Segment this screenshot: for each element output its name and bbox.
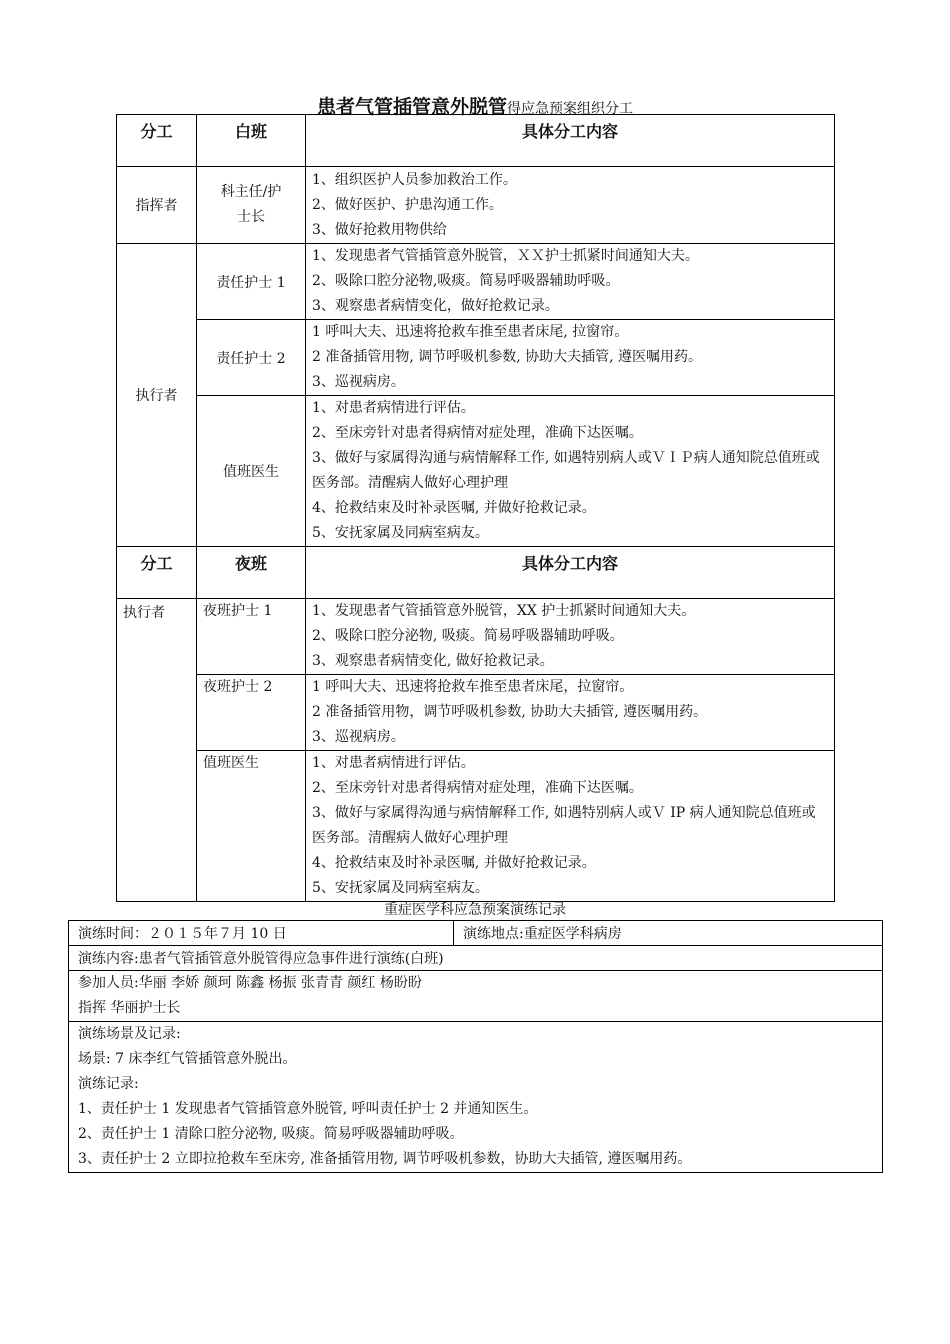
night-nurse1-row	[117, 599, 835, 675]
day-nurse1-name: 责任护士 1	[197, 244, 306, 320]
night-header-role: 分工	[117, 547, 197, 599]
day-doctor-duties: 1、对患者病情进行评估。 2、至床旁针对患者得病情对症处理，准确下达医嘱。 3、做好与家属得沟通与病情解释工作, 如遇特别病人或ＶＩＰ病人通知院总值班或医务部。清醒病人做好心理护理 4、抢救结束及时补录医嘱, 并做好抢救记录。 5、安抚家属及同病室病友。	[306, 396, 835, 547]
title-main: 患者气管插管意外脱管	[316, 96, 507, 118]
night-header-content: 具体分工内容	[306, 547, 835, 599]
day-nurse2-name: 责任护士 2	[197, 320, 306, 396]
header-content: 具体分工内容	[306, 115, 835, 167]
day-nurse1-row	[117, 244, 835, 320]
header-role: 分工	[117, 115, 197, 167]
night-doctor-name: 值班医生	[197, 751, 306, 902]
commander-row	[117, 167, 835, 244]
night-nurse1-duties: 1、发现患者气管插管意外脱管，XX 护士抓紧时间通知大夫。 2、吸除口腔分泌物, 吸痰。简易呼吸器辅助呼吸。 3、观察患者病情变化, 做好抢救记录。	[306, 599, 835, 675]
drill-record-table	[68, 920, 883, 1173]
record-scene-row	[69, 1022, 883, 1173]
night-nurse2-row	[117, 675, 835, 751]
drill-scene: 演练场景及记录: 场景: 7 床李红气管插管意外脱出。 演练记录: 1、责任护士 1 发现患者气管插管意外脱管, 呼叫责任护士 2 并通知医生。 2、责任护士 1 清除口腔分泌物, 吸痰。简易呼吸器辅助呼吸。 3、责任护士 2 立即拉抢救车至床旁, 准备插管用物, 调节呼吸机参数，协助大夫插管, 遵医嘱用药。	[69, 1022, 883, 1173]
night-nurse1-name: 夜班护士 1	[197, 599, 306, 675]
day-executor-role: 执行者	[117, 244, 197, 547]
commander-duties: 1、组织医护人员参加救治工作。 2、做好医护、护患沟通工作。 3、做好抢救用物供给	[306, 167, 835, 244]
title-suffix: 得应急预案组织分工	[507, 101, 633, 117]
night-nurse2-duties: 1 呼叫大夫、迅速将抢救车推至患者床尾，拉窗帘。 2 准备插管用物，调节呼吸机参数, 协助大夫插管, 遵医嘱用药。 3、巡视病房。	[306, 675, 835, 751]
division-table	[116, 114, 835, 902]
record-title: 重症医学科应急预案演练记录	[384, 902, 566, 918]
header-shift: 白班	[197, 115, 306, 167]
drill-location: 演练地点:重症医学科病房	[454, 921, 883, 946]
day-nurse2-row	[117, 320, 835, 396]
record-participants-row	[69, 971, 883, 1022]
drill-content: 演练内容:患者气管插管意外脱管得应急事件进行演练(白班)	[69, 946, 883, 971]
day-doctor-row	[117, 396, 835, 547]
drill-participants: 参加人员:华丽 李娇 颜珂 陈鑫 杨振 张青青 颜红 杨盼盼 指挥 华丽护士长	[69, 971, 883, 1022]
record-time-row	[69, 921, 883, 946]
commander-role: 指挥者	[117, 167, 197, 244]
commander-person: 科主任/护 士长	[197, 167, 306, 244]
night-executor-role: 执行者	[117, 599, 197, 902]
day-nurse2-duties: 1 呼叫大夫、迅速将抢救车推至患者床尾, 拉窗帘。 2 准备插管用物, 调节呼吸机参数, 协助大夫插管, 遵医嘱用药。 3、巡视病房。	[306, 320, 835, 396]
day-header-row	[117, 115, 835, 167]
night-doctor-duties: 1、对患者病情进行评估。 2、至床旁针对患者得病情对症处理，准确下达医嘱。 3、做好与家属得沟通与病情解释工作, 如遇特别病人或Ｖ IP 病人通知院总值班或医务部。清醒病人做好心理护理 4、抢救结束及时补录医嘱, 并做好抢救记录。 5、安抚家属及同病室病友。	[306, 751, 835, 902]
day-doctor-name: 值班医生	[197, 396, 306, 547]
night-nurse2-name: 夜班护士 2	[197, 675, 306, 751]
day-nurse1-duties: 1、发现患者气管插管意外脱管，ＸＸ护士抓紧时间通知大夫。 2、吸除口腔分泌物,吸痰。简易呼吸器辅助呼吸。 3、观察患者病情变化，做好抢救记录。	[306, 244, 835, 320]
night-header-row	[117, 547, 835, 599]
night-doctor-row	[117, 751, 835, 902]
drill-time: 演练时间：２０１５年７月 10 日	[69, 921, 454, 946]
record-content-row	[69, 946, 883, 971]
night-header-shift: 夜班	[197, 547, 306, 599]
